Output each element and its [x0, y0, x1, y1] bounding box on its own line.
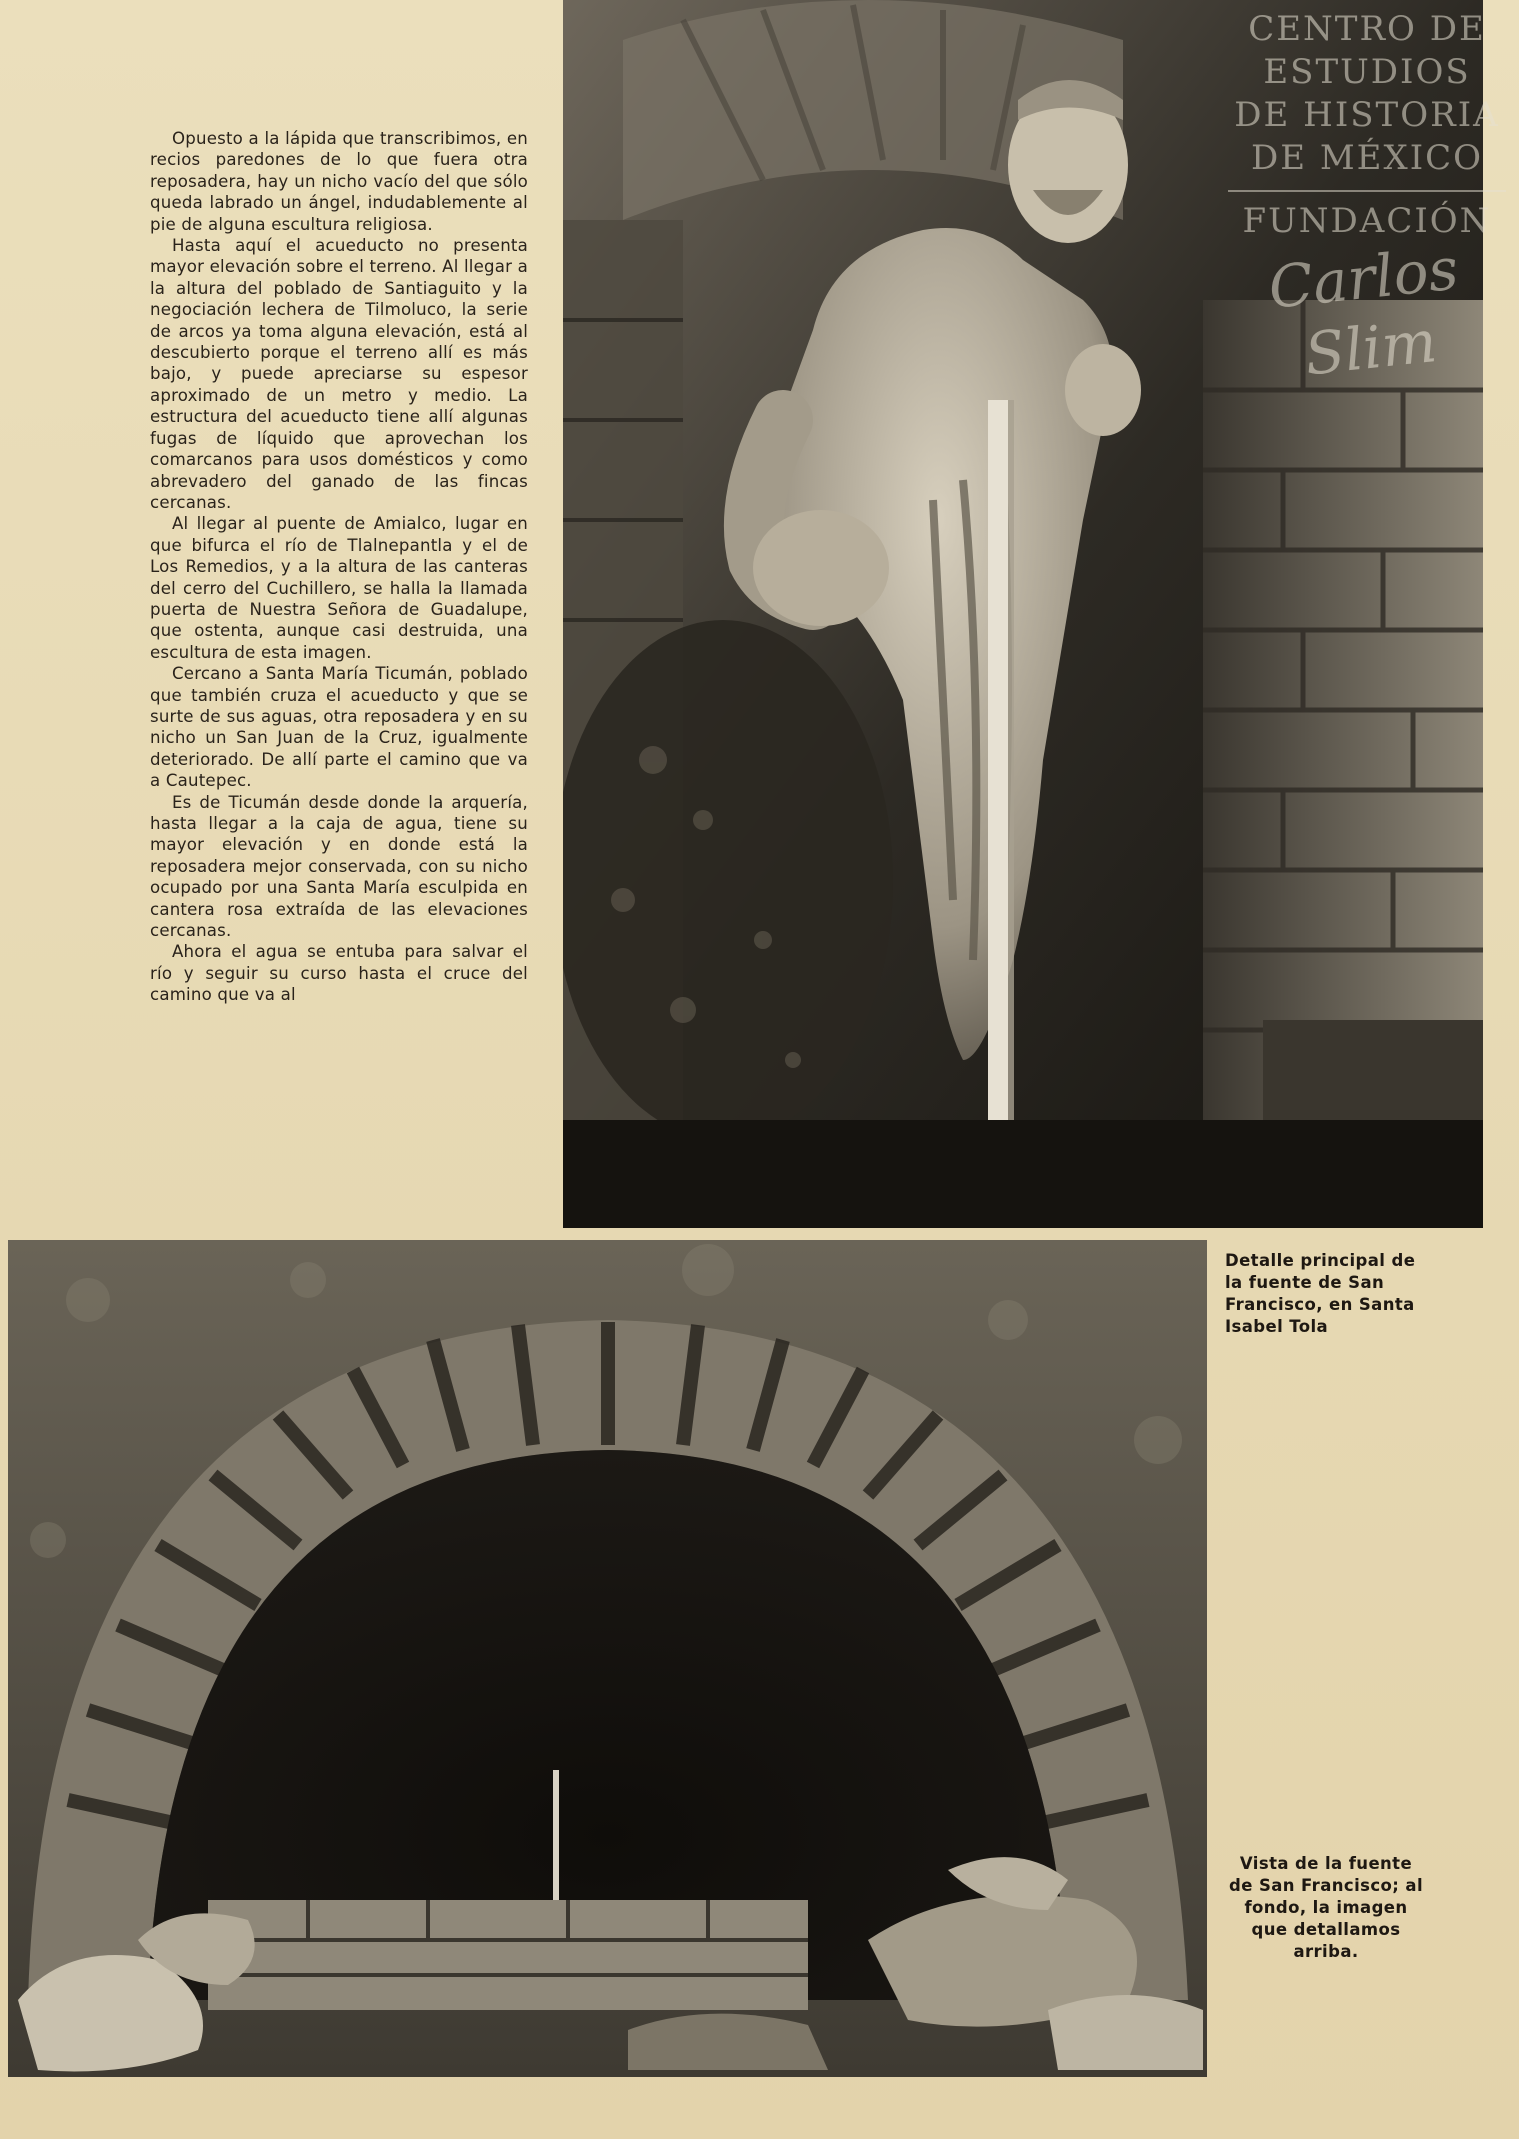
watermark-signature: Carlos Slim [1265, 234, 1462, 389]
paragraph-5: Es de Ticumán desde donde la arquería, hasta llegar a la caja de agua, tiene su mayor elevación y en donde está la reposadera mejor conservada, con su nicho ocupado por una Santa María esculpida en cantera rosa extraída de las elevaciones cercanas. [150, 792, 528, 941]
article-body [150, 128, 528, 1006]
caption-arch: Vista de la fuente de San Francisco; al fondo, la imagen que detallamos arriba. [1229, 1854, 1423, 1961]
watermark-line-2: ESTUDIOS [1263, 52, 1471, 92]
watermark-line-4: DE MÉXICO [1250, 138, 1484, 178]
watermark-line-1: CENTRO DE [1248, 9, 1486, 49]
paragraph-6: Ahora el agua se entuba para salvar el río y seguir su curso hasta el cruce del camino que va al [150, 942, 528, 1005]
archive-watermark [1218, 8, 1516, 389]
fountain-arch-photo [8, 1240, 1207, 2077]
watermark-line-3: DE HISTORIA [1234, 95, 1500, 135]
watermark-divider [1228, 190, 1506, 192]
watermark-foundation: FUNDACIÓN [1242, 201, 1492, 241]
paragraph-2: Hasta aquí el acueducto no presenta mayor elevación sobre el terreno. Al llegar a la altura del poblado de Santiaguito y la negociación lechera de Tilmoluco, la serie de arcos ya toma alguna elevación, está al descubierto porque el terreno allí es más bajo, y puede apreciarse su espesor aproximado de un metro y medio. La estructura del acueducto tiene allí algunas fugas de líquido que aprovechan los comarcanos para usos domésticos y como abrevadero del ganado de las fincas cercanas. [150, 236, 528, 512]
paragraph-1: Opuesto a la lápida que transcribimos, en recios paredones de lo que fuera otra reposadera, hay un nicho vacío del que sólo queda labrado un ángel, indudablemente al pie de alguna escultura religiosa. [150, 129, 528, 234]
caption-statue: Detalle principal de la fuente de San Francisco, en Santa Isabel Tola [1225, 1251, 1416, 1336]
paragraph-4: Cercano a Santa María Ticumán, poblado que también cruza el acueducto y que se surte de sus aguas, otra reposadera y en su nicho un San Juan de la Cruz, igualmente deteriorado. De allí parte el camino que va a Cautepec. [150, 664, 528, 791]
paragraph-3: Al llegar al puente de Amialco, lugar en que bifurca el río de Tlalnepantla y el de Los Remedios, y a la altura de las canteras del cerro del Cuchillero, se halla la llamada puerta de Nuestra Señora de Guadalupe, que ostenta, aunque casi destruida, una escultura de esta imagen. [150, 514, 528, 662]
